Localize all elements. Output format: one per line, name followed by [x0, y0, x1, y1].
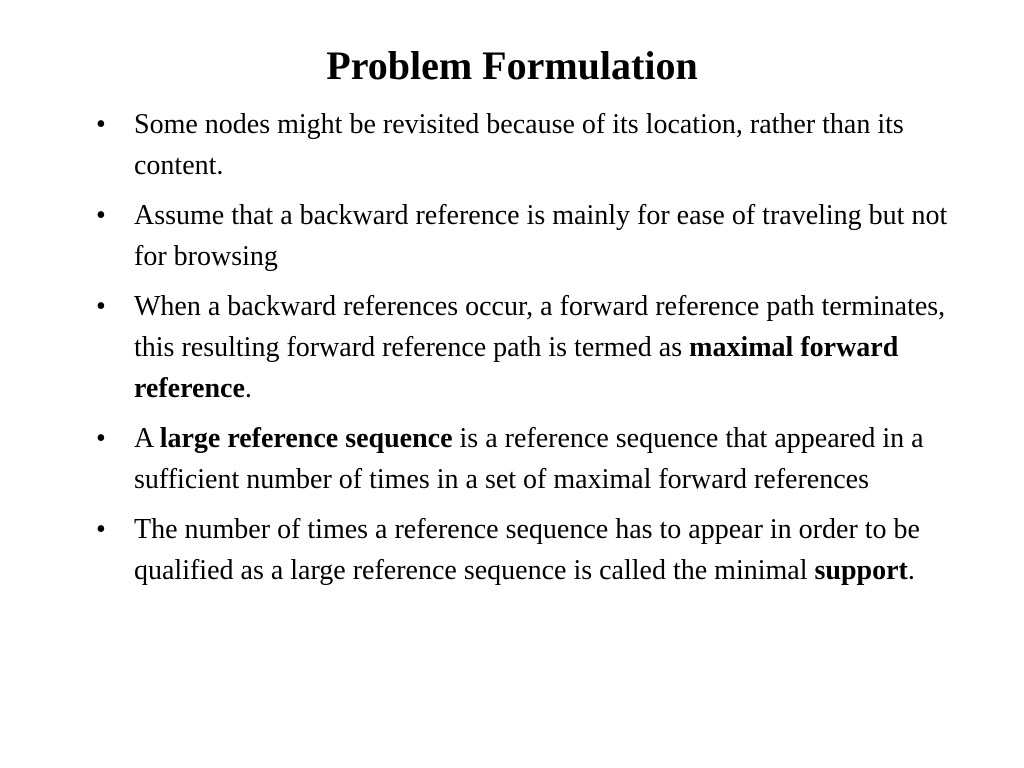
- bullet-text-bold: support: [814, 555, 908, 586]
- bullet-text-pre: The number of times a reference sequence has to appear in order to be qualified as a large reference sequence is called the minimal: [134, 514, 920, 586]
- bullet-list: [92, 104, 952, 600]
- slide-title: Problem Formulation: [326, 43, 698, 88]
- bullet-item-4: [92, 418, 952, 500]
- bullet-text-post: is a reference sequence that appeared in a sufficient number of times in a set of maximal forward references: [134, 423, 924, 495]
- bullet-marker: •: [96, 109, 106, 140]
- bullet-marker: •: [96, 291, 106, 322]
- bullet-marker: •: [96, 423, 106, 454]
- bullet-text-pre: When a backward references occur, a forward reference path terminates, this resulting forward reference path is termed as: [134, 291, 946, 363]
- bullet-text: Some nodes might be revisited because of its location, rather than its content.: [134, 109, 904, 181]
- bullet-text-post: .: [244, 373, 252, 404]
- bullet-item-3: [92, 286, 952, 409]
- bullet-marker: •: [96, 200, 106, 231]
- bullet-item-1: [92, 104, 952, 186]
- bullet-item-5: [92, 509, 952, 591]
- bullet-text-post: .: [907, 555, 915, 586]
- bullet-marker: •: [96, 514, 106, 545]
- bullet-text-bold: maximal forward reference: [134, 332, 899, 404]
- bullet-text-bold: large reference sequence: [159, 423, 453, 454]
- bullet-item-2: [92, 195, 952, 277]
- bullet-text: Assume that a backward reference is mainly for ease of traveling but not for browsing: [134, 200, 948, 272]
- bullet-text-pre: A: [134, 423, 160, 454]
